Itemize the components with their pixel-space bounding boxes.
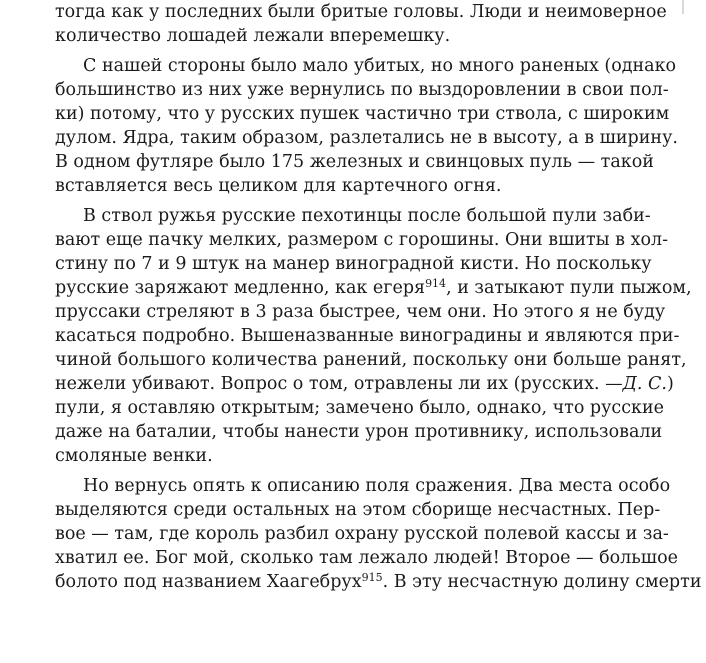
text-segment: ) bbox=[666, 374, 674, 394]
text-line: даже на баталии, чтобы нанести урон противнику, использовали bbox=[55, 422, 663, 442]
book-page bbox=[55, 0, 702, 594]
text-segment: русские заряжают медленно, как егеря bbox=[55, 278, 426, 298]
text-segment: нежели убивают. Вопрос о том, отравлены ли их (русских. — bbox=[55, 374, 623, 394]
text-line: Но вернусь опять к описанию поля сражения. Два места особо bbox=[83, 476, 671, 496]
text-segment: болото под названием Хаагебрух bbox=[55, 572, 362, 592]
text-line: касаться подробно. Вышеназванные виноградины и являются при- bbox=[55, 326, 680, 346]
text-line: В одном футляре было 175 железных и свинцовых пуль — такой bbox=[55, 152, 654, 172]
paragraph-3 bbox=[55, 204, 692, 468]
footnote-marker: 915 bbox=[361, 571, 383, 584]
text-line: вставляется весь целиком для картечного огня. bbox=[55, 176, 502, 196]
text-line: тогда как у последних были бритые головы. Люди и неимоверное bbox=[55, 2, 667, 22]
text-line-with-footnote bbox=[55, 276, 692, 300]
text-line: пули, я оставляю открытым; замечено было, однако, что русские bbox=[55, 398, 664, 418]
footnote-marker: 914 bbox=[425, 277, 447, 290]
paragraph-1 bbox=[55, 0, 667, 48]
text-line: хватил ее. Бог мой, сколько там лежало людей! Второе — большое bbox=[55, 548, 678, 568]
text-line-with-footnote bbox=[55, 570, 702, 594]
paragraph-2 bbox=[55, 54, 678, 198]
text-line: вают еще пачку мелких, размером с горошины. Они вшиты в хол- bbox=[55, 230, 669, 250]
text-line: дулом. Ядра, таким образом, разлетались не в высоту, а в ширину. bbox=[55, 128, 678, 148]
text-line: пруссаки стреляют в 3 раза быстрее, чем они. Но этого я не буду bbox=[55, 302, 666, 322]
paragraph-4 bbox=[55, 474, 702, 594]
editor-initials: Д. С. bbox=[622, 374, 667, 394]
text-line: вое — там, где король разбил охрану русской полевой кассы и за- bbox=[55, 524, 669, 544]
page-edge-strip bbox=[682, 0, 684, 14]
text-line: чиной большого количества ранений, поскольку они больше ранят, bbox=[55, 350, 687, 370]
text-line: выделяются среди остальных на этом сборище несчастных. Пер- bbox=[55, 500, 661, 520]
text-line-with-initials bbox=[55, 372, 674, 396]
text-segment: , и затыкают пули пыжом, bbox=[446, 278, 692, 298]
text-line: ки) потому, что у русских пушек частично три ствола, с широким bbox=[55, 104, 670, 124]
text-line: большинство из них уже вернулись по выздоровлении в свои пол- bbox=[55, 80, 669, 100]
text-line: смоляные венки. bbox=[55, 446, 213, 466]
text-line: С нашей стороны было мало убитых, но много раненых (однако bbox=[83, 56, 677, 76]
text-line: В ствол ружья русские пехотинцы после большой пули заби- bbox=[83, 206, 651, 226]
text-line: количество лошадей лежали вперемешку. bbox=[55, 26, 451, 46]
text-segment: . В эту несчастную долину смерти bbox=[382, 572, 702, 592]
text-line: стину по 7 и 9 штук на манер виноградной кисти. Но поскольку bbox=[55, 254, 652, 274]
